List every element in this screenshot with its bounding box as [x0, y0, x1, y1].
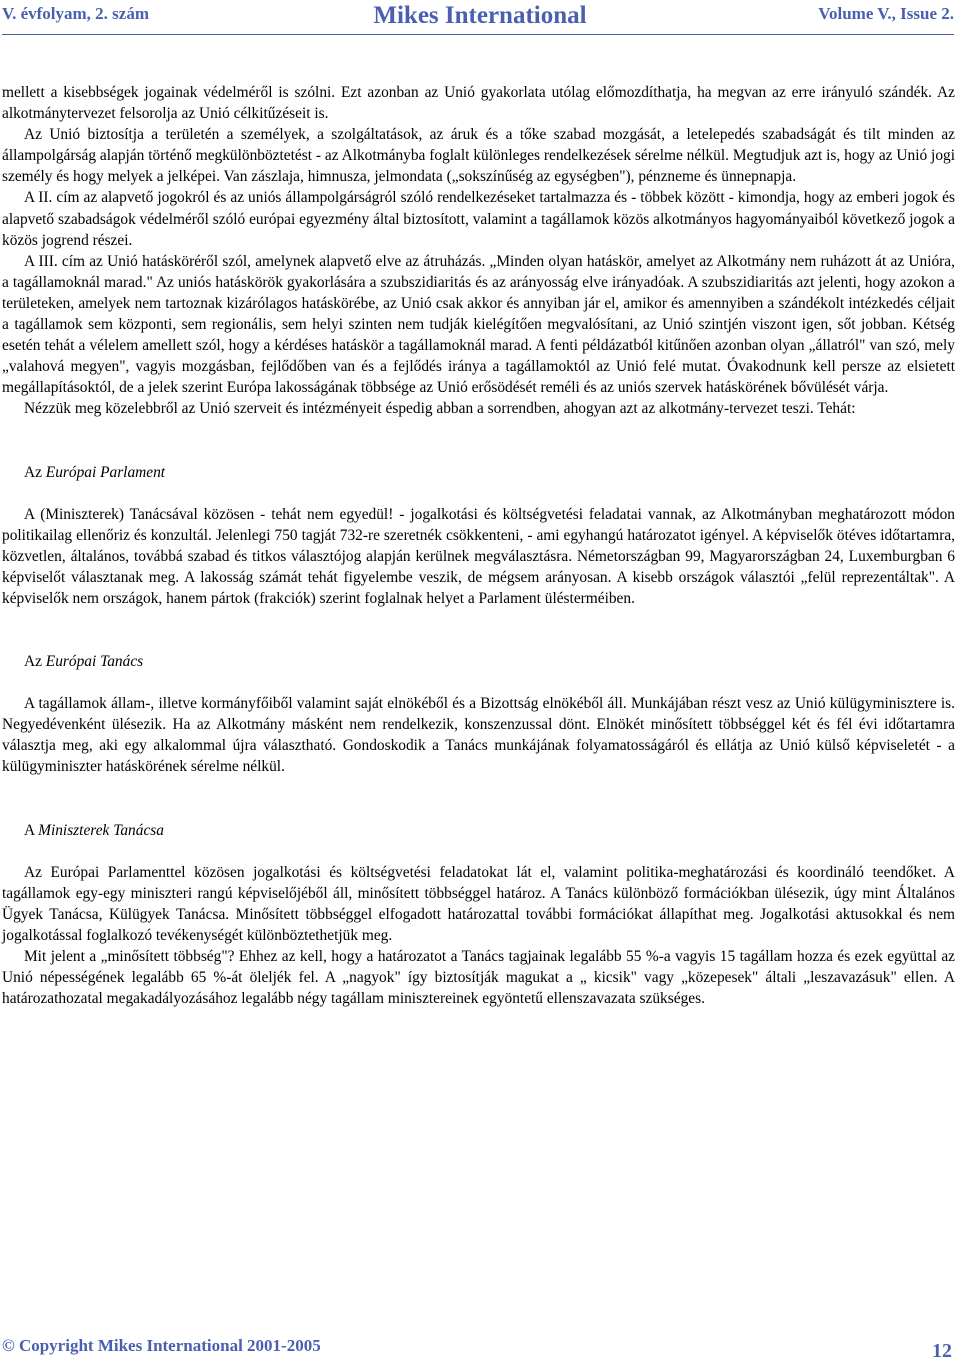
section-body-council-of-ministers: Az Európai Parlamenttel közösen jogalkotási és költségvetési feladatokat lát el, valamint politika-meghatározási és koordináló teendőket. A tagállamok egy-egy miniszteri rangú képviselőjéből áll, minősített többséggel határoz. A Tanács különböző formációkban ülésezik, úgy mint Általános Ügyek Tanácsa, Külügyek Tanácsa. Minősített többséggel elfogadott határozattal további formációkat állapíthat meg. Jogalkotási aktusokkal és nem jogalkotással foglalkozó tevékenységét különböztethetjük meg. [2, 863, 955, 944]
section-body-parliament: A (Miniszterek) Tanácsával közösen - tehát nem egyedül! - jogalkotási és költségvetési feladatai vannak, az Alkotmányban meghatározott módon politikailag ellenőriz és konzultál. Jelenlegi 750 tagját 732-re szeretnék csökkenteni, - ami egyhangú határozatot igényel. A képviselők ötéves időtartamra, közvetlen, általános, továbbá szabad és titkos választójog alapján kerülnek megválasztásra. Németországban 99, Magyarországban 24, Luxemburgban 6 képviselőt választanak meg. A lakosság számát tehát figyelembe veszik, de mégsem arányosan. A kisebb országok választói „felül reprezentáltak". A képviselők nem országok, hanem pártok (frakciók) szerint foglalnak helyet a Parlament ülésterméiben. [2, 505, 955, 607]
section-body-qualified-majority: Mit jelent a „minősített többség"? Ehhez az kell, hogy a határozatot a Tanács tagjainak legalább 55 %-a vagyis 15 tagállam hozza és ezek együttal az Unió népességének legalább 65 %-át öleljék fel. A „nagyok" így biztosítják magukat a „ kicsik" vagy „közepesek" általi „leszavazásuk" ellen. A határozathozatal megakadályozásához legalább négy tagállam minisztereinek egyöntetű ellenszavazata szükséges. [2, 948, 955, 1008]
header-publication-title: Mikes International [373, 2, 587, 29]
paragraph-title-two: A II. cím az alapvető jogokról és az uniós állampolgárságról szóló rendelkezéseket tartalmazza és - többek között - kimondja, hogy az emberi jogok és alapvető szabadságok védelméről szóló európai egyezmény által biztosított, valamint a tagállamok közös alkotmányos hagyományaiból következő jogok a közös jogrend részei. [2, 189, 955, 249]
footer-copyright: © Copyright Mikes International 2001-2005 [2, 1336, 321, 1355]
header-rule [2, 34, 954, 35]
page-footer [0, 1334, 960, 1361]
page-header [0, 0, 960, 46]
page-number: 12 [932, 1340, 952, 1362]
paragraph-institutions-intro: Nézzük meg közelebbről az Unió szerveit és intézményeit éspedig abban a sorrendben, ahogyan azt az alkotmány-tervezet teszi. Tehát: [24, 400, 856, 418]
paragraph-continuation: mellett a kisebbségek jogainak védelméről is szólni. Ezt azonban az Unió gyakorlata utólag előmozdíthatja, ha megvan az erre irányuló szándék. Az alkotmánytervezet felsorolja az Unió célkitűzéseit is. [2, 84, 955, 123]
paragraph-title-three: A III. cím az Unió hatásköréről szól, amelynek alapvető elve az átruházás. „Minden olyan hatáskör, amelyet az Alkotmány nem ruházott át az Unióra, a tagállamoknál marad." Az uniós hatáskörök gyakorlására a szubszidiaritás és az arányosság elve irányadóak. A szubszidiaritás azt jelenti, hogy azokon a területeken, amelyek nem tartoznak kizárólagos hatáskörébe, az Unió csak akkor és annyiban jár el, amikor és amennyiben a szándékolt intézkedés céljait a tagállamok sem központi, sem regionális, sem helyi szinten nem tudják kielégítően megvalósítani, az Unió szintjén viszont igen, sőt jobban. Kétség esetén tehát a vélelem amellett szól, hogy a kérdéses hatáskör a tagállamoknál marad. A fenti példázatból kitűnően azonban olyan „állatról" van szó, mely „valahová megyen", vagyis mozgásban, fejlődőben van és a fejlődés iránya a tagállamoktól az Unió felé mutat. Óvakodnunk kell persze az elsietett megállapításoktól, de a jelek szerint Európa lakosságának többsége az Unió erősödését reméli és az uniós szervek hatáskörének bővülését várja. [2, 252, 955, 397]
section-heading-european-council: Az Európai Tanács [24, 653, 144, 671]
article-body [0, 82, 955, 1009]
section-heading-parliament: Az Európai Parlament [24, 463, 166, 481]
header-volume-hu: V. évfolyam, 2. szám [2, 4, 149, 23]
paragraph-free-movement: Az Unió biztosítja a területén a személyek, a szolgáltatások, az áruk és a tőke szabad mozgását, a letelepedés szabadságát és tilt minden az állampolgárság alapján történő megkülönböztetést - az Alkotmányba foglalt különleges rendelkezések sérelme nélkül. Megtudjuk azt is, hogy az Unió jogi személy és hogy melyek a jelképei. Van zászlaja, himnusza, jelmondata („sokszínűség az egységben"), pénzneme és ünnepnapja. [2, 126, 955, 186]
header-volume-en: Volume V., Issue 2. [818, 4, 954, 23]
section-body-european-council: A tagállamok állam-, illetve kormányfőiből valamint saját elnökéből és a Bizottság elnökéből áll. Munkájában részt vesz az Unió külügyminisztere is. Negyedévenként ülésezik. Ha az Alkotmány másként nem rendelkezik, konszenzussal dönt. Elnökét minősített többséggel két és fél évi időtartamra választja meg, aki egy alkalommal újra választható. Gondoskodik a Tanács munkájának folyamatosságáról és ellátja az Unió külső képviseletét - a külügyminiszter hatáskörének sérelme nélkül. [2, 695, 955, 776]
section-heading-council-of-ministers: A Miniszterek Tanácsa [24, 821, 164, 839]
